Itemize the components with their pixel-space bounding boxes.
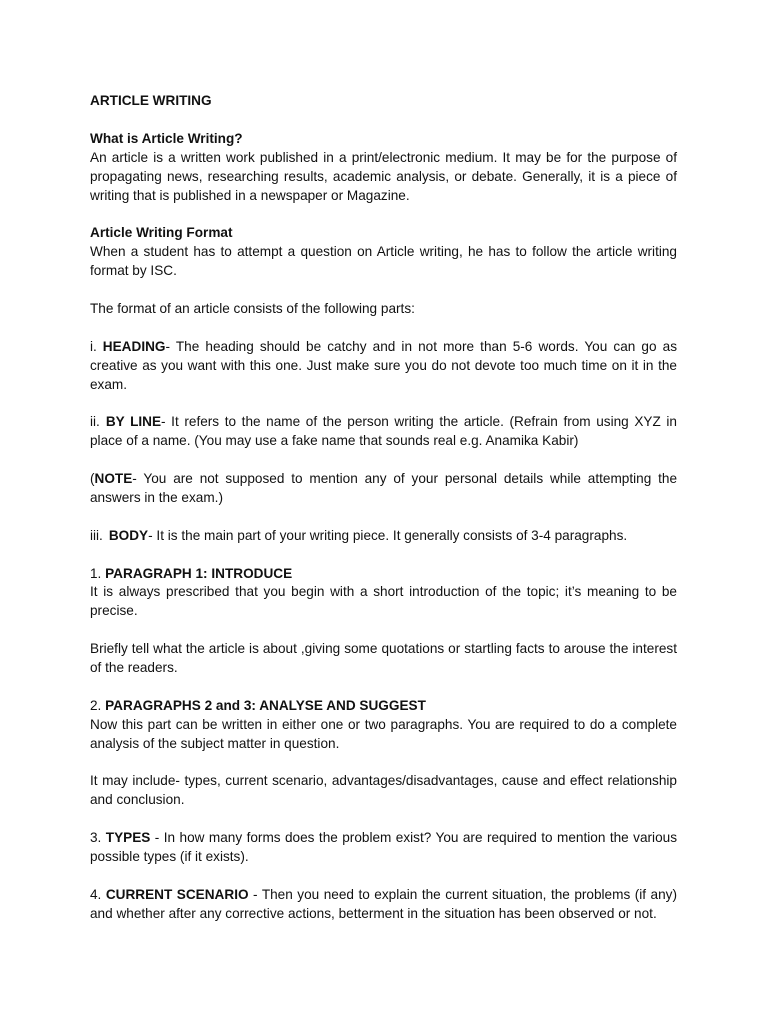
part-text: - The heading should be catchy and in not more than 5-6 words. You can go as creative as you want with this one. Just make sure you do not devote too much time on it in the exam. <box>90 338 677 392</box>
part-text: - It refers to the name of the person writing the article. (Refrain from using XYZ in place of a name. (You may use a fake name that sounds real e.g. Anamika Kabir) <box>90 414 677 449</box>
paragraph-1-extra <box>90 640 677 678</box>
types-text: - In how many forms does the problem exist? You are required to mention the various possible types (if it exists). <box>90 830 677 865</box>
types-section <box>90 829 677 867</box>
paragraph-2-extra <box>90 772 677 810</box>
part-label: HEADING <box>102 338 166 354</box>
types-label: TYPES <box>105 830 151 846</box>
paragraph-text: Now this part can be written in either one or two paragraphs. You are required to do a complete analysis of the subject matter in question. <box>90 716 677 751</box>
list-marker: iii. <box>90 527 103 543</box>
section-what-is <box>90 130 677 206</box>
current-scenario-section <box>90 886 677 924</box>
part-byline <box>90 413 677 451</box>
part-heading <box>90 338 677 395</box>
list-number: 3. <box>90 830 102 846</box>
part-label: BODY <box>108 527 149 543</box>
list-number: 2. <box>90 697 102 713</box>
section-heading-format: Article Writing Format <box>90 225 233 241</box>
paragraph-text: It may include- types, current scenario, advantages/disadvantages, cause and effect relationship and conclusion. <box>90 773 677 808</box>
section-body-format: When a student has to attempt a question on Article writing, he has to follow the article writing format by ISC. <box>90 244 677 279</box>
section-body-what-is: An article is a written work published in a print/electronic medium. It may be for the purpose of propagating news, researching results, academic analysis, or debate. Generally, it is a piece of writing that is published in a newspaper or Magazine. <box>90 149 677 203</box>
paragraph-label: PARAGRAPH 1: INTRODUCE <box>105 565 293 581</box>
list-marker: i. <box>90 338 97 354</box>
part-text: - It is the main part of your writing piece. It generally consists of 3-4 paragraphs. <box>148 527 628 543</box>
note-label: NOTE <box>94 471 133 487</box>
document-title: ARTICLE WRITING <box>90 93 212 108</box>
part-body <box>90 527 677 546</box>
part-label: BY LINE <box>105 414 162 430</box>
list-number: 4. <box>90 886 102 902</box>
paragraph-text: It is always prescribed that you begin with a short introduction of the topic; it’s meaning to be precise. <box>90 584 677 619</box>
list-number: 1. <box>90 565 102 581</box>
document-page <box>90 92 677 943</box>
note-open-paren: ( <box>90 471 95 487</box>
parts-intro: The format of an article consists of the following parts: <box>90 300 415 316</box>
paragraph-2-section <box>90 697 677 754</box>
section-heading-what-is: What is Article Writing? <box>90 130 243 146</box>
current-scenario-text: - Then you need to explain the current situation, the problems (if any) and whether after any corrective actions, betterment in the situation has been observed or not. <box>90 886 677 921</box>
current-scenario-label: CURRENT SCENARIO <box>105 886 249 902</box>
paragraph-1-section <box>90 565 677 622</box>
paragraph-text: Briefly tell what the article is about ,giving some quotations or startling facts to arouse the interest of the readers. <box>90 641 677 676</box>
note <box>90 470 677 508</box>
section-format <box>90 224 677 281</box>
list-marker: ii. <box>90 414 100 430</box>
paragraph-label: PARAGRAPHS 2 and 3: ANALYSE AND SUGGEST <box>105 697 426 713</box>
note-text: - You are not supposed to mention any of your personal details while attempting the answers in the exam.) <box>90 471 677 505</box>
